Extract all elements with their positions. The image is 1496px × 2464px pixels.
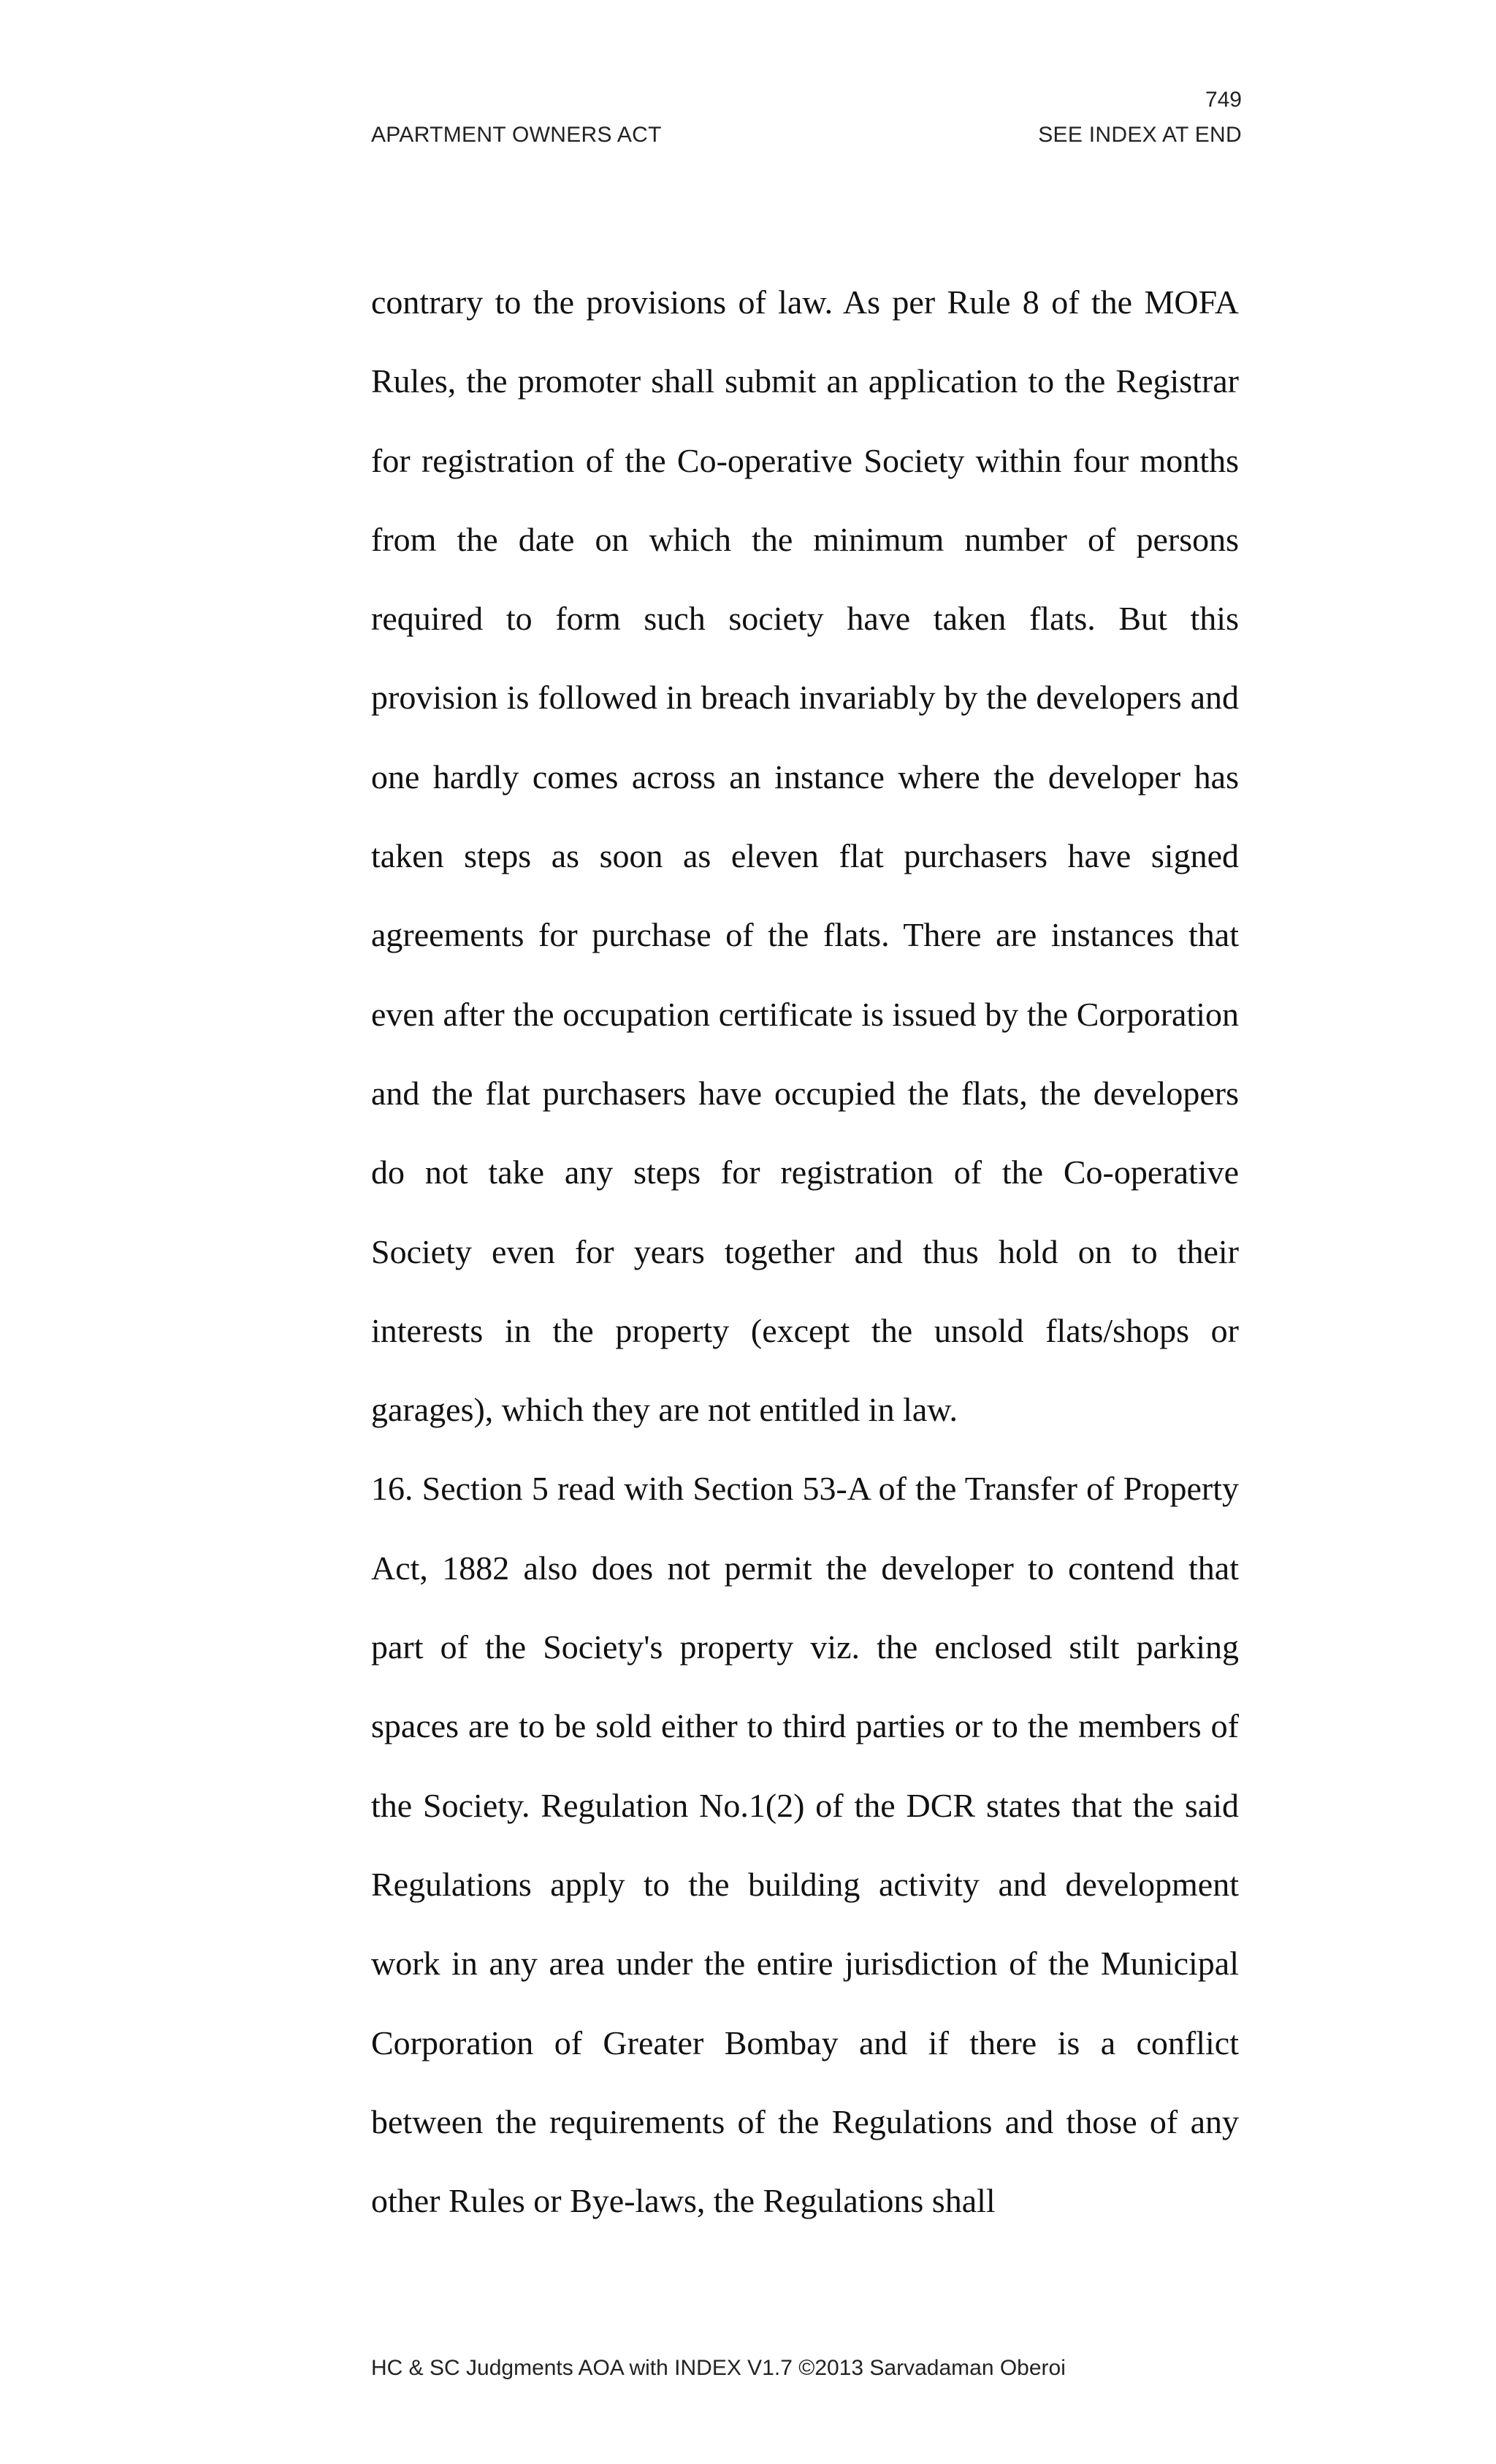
running-head-index-note: SEE INDEX AT END	[1038, 123, 1242, 147]
paragraph-16: 16. Section 5 read with Section 53-A of the Transfer of Property Act, 1882 also does not permit the developer to contend that part of the Society's property viz. the enclosed stilt parking spaces are to be sold either to third parties or to the members of the Society. Regulation No.1(2) of the DCR states that the said Regulations apply to the building activity and development work in any area under the entire jurisdiction of the Municipal Corporation of Greater Bombay and if there is a conflict between the requirements of the Regulations and those of any other Rules or Bye-laws, the Regulations shall	[371, 1470, 1239, 2220]
running-head-title: APARTMENT OWNERS ACT	[371, 123, 662, 147]
page-footer: HC & SC Judgments AOA with INDEX V1.7 ©2013 Sarvadaman Oberoi	[371, 2356, 1066, 2380]
paragraph-continuation: contrary to the provisions of law. As per Rule 8 of the MOFA Rules, the promoter shall submit an application to the Registrar for registration of the Co-operative Society within four months from the date on which the minimum number of persons required to form such society have taken flats. But this provision is followed in breach invariably by the developers and one hardly comes across an instance where the developer has taken steps as soon as eleven flat purchasers have signed agreements for purchase of the flats. There are instances that even after the occupation certificate is issued by the Corporation and the flat purchasers have occupied the flats, the developers do not take any steps for registration of the Co-operative Society even for years together and thus hold on to their interests in the property (except the unsold flats/shops or garages), which they are not entitled in law.	[371, 283, 1239, 1429]
page-number: 749	[1205, 88, 1242, 112]
judgment-body	[371, 263, 1239, 2240]
